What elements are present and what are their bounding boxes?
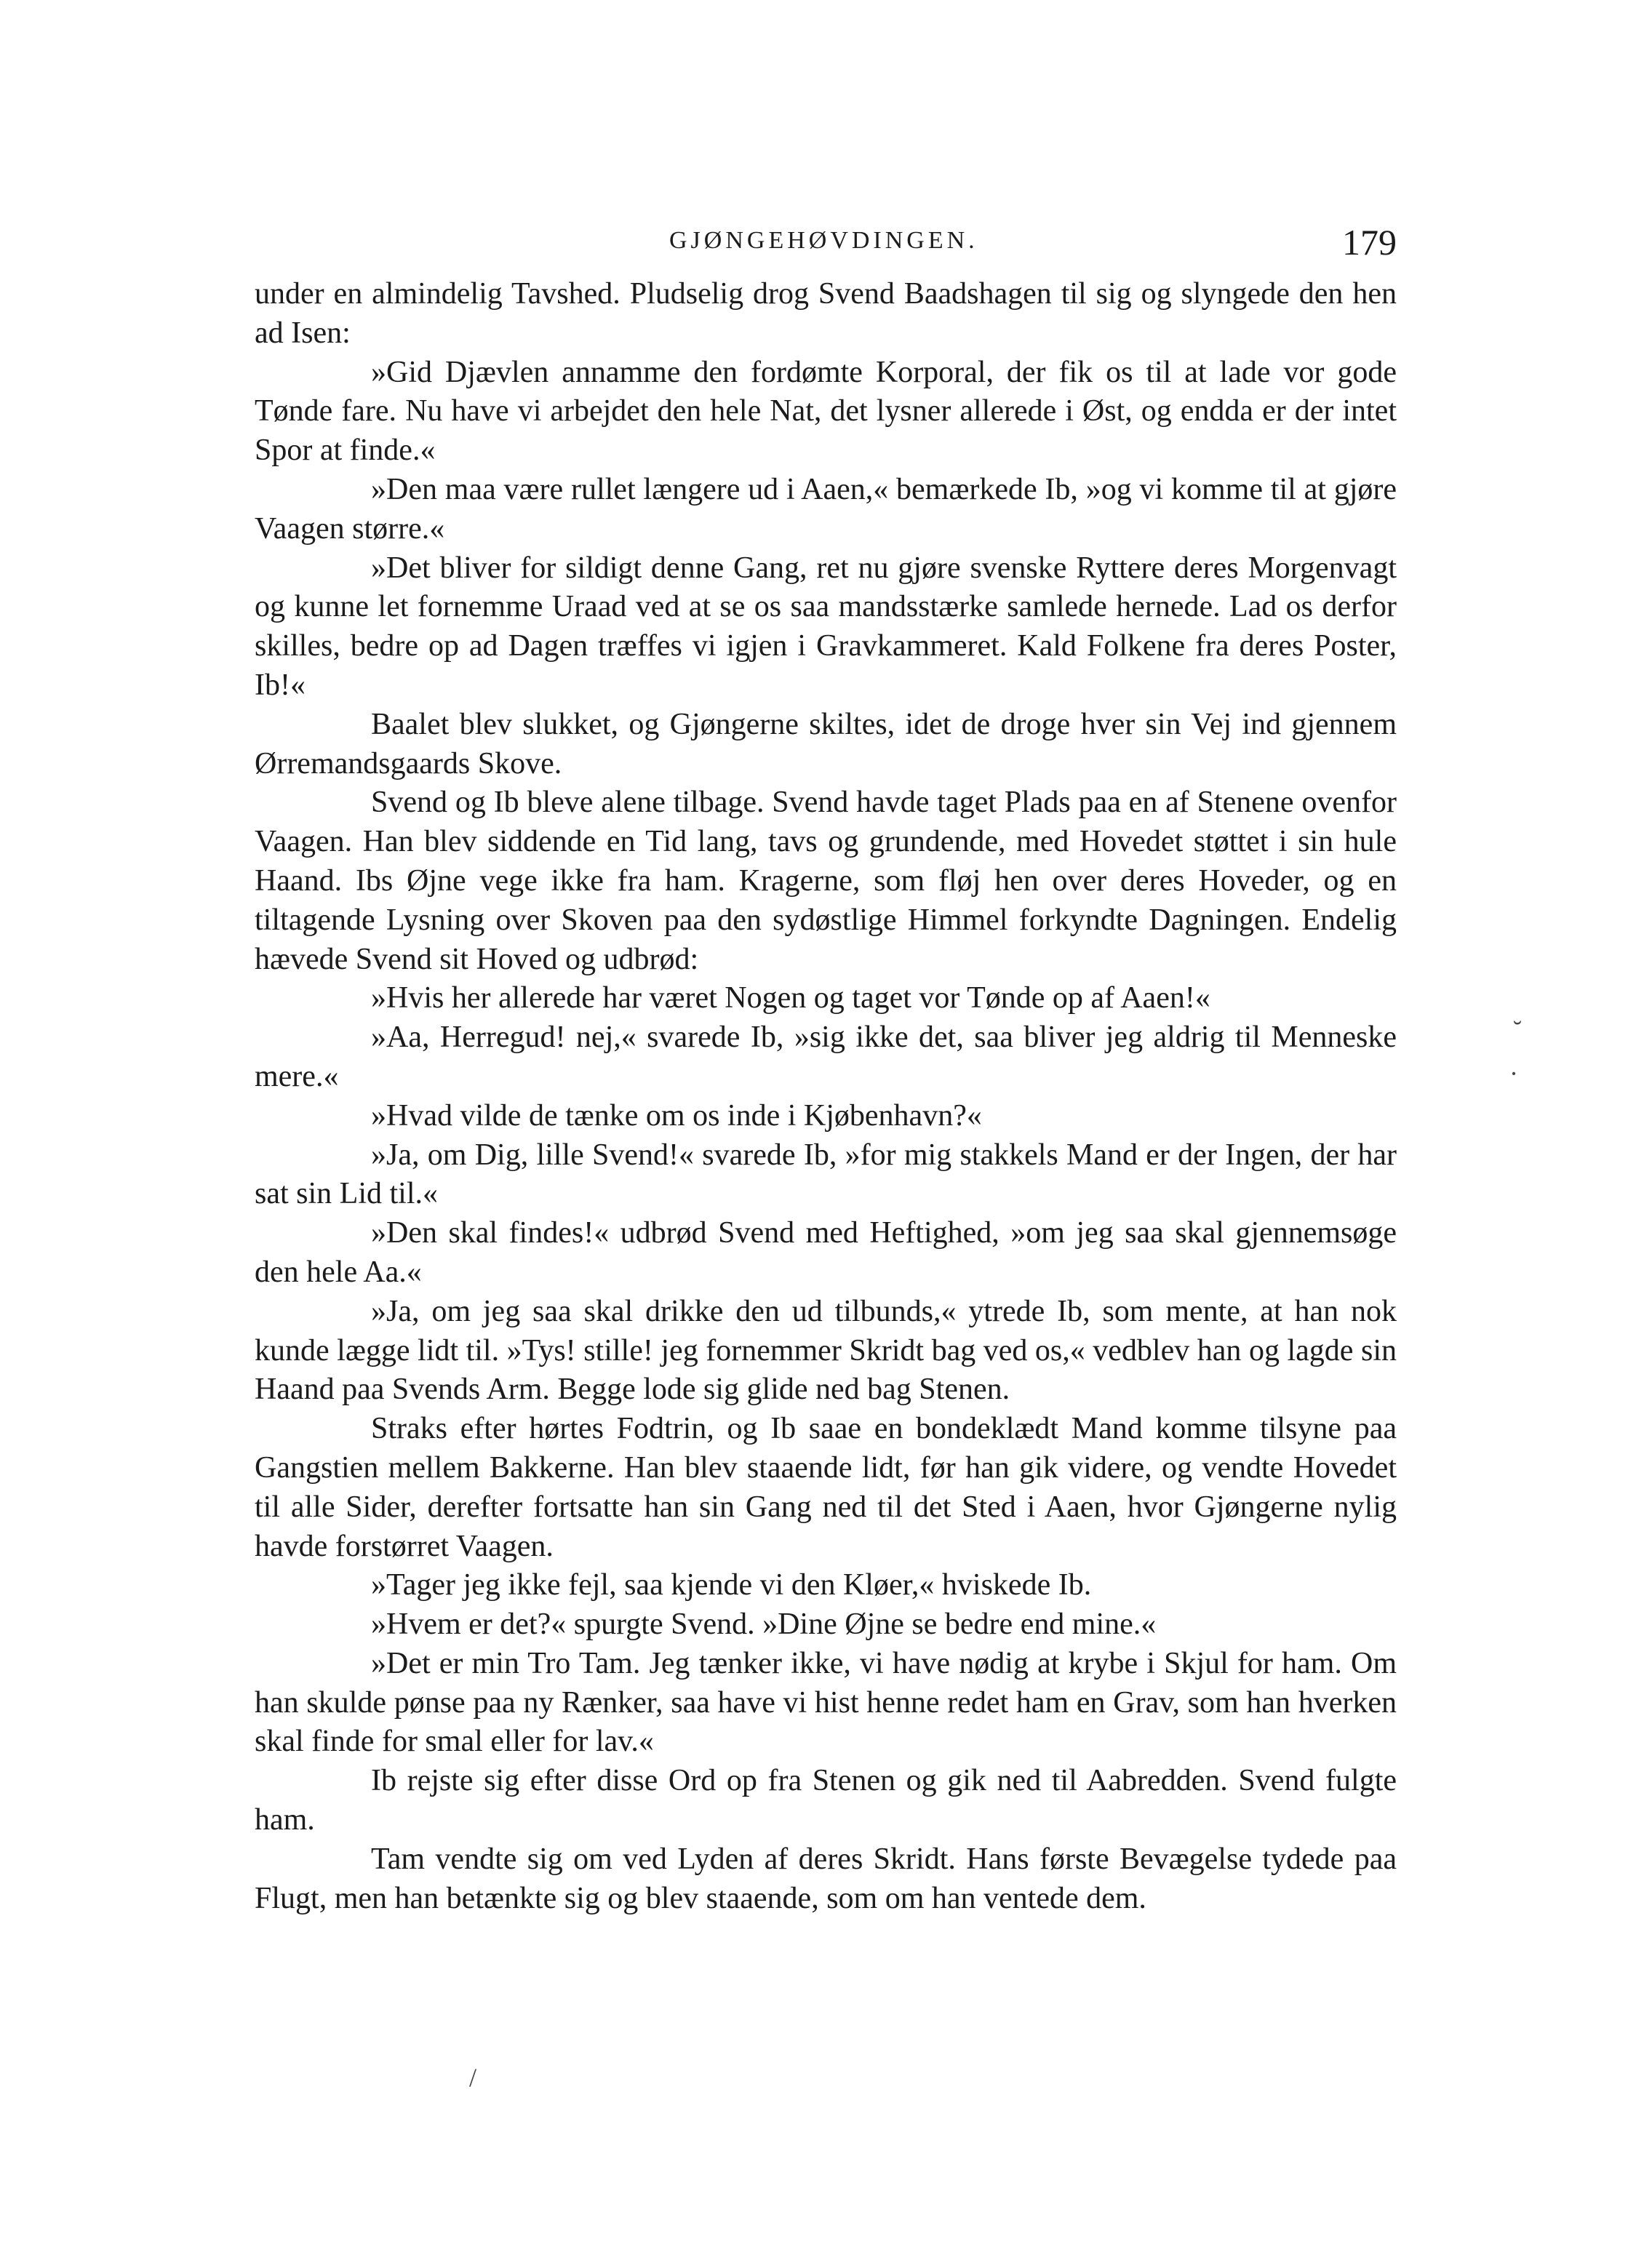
paragraph: »Det bliver for sildigt denne Gang, ret nu gjøre svenske Ryttere deres Morgenvagt og kunne let fornemme Uraad ved at se os saa mandsstærke samlede hernede. Lad os derfor skilles, bedre op ad Dagen træffes vi igjen i Gravkammeret. Kald Folkene fra deres Poster, Ib!« bbox=[255, 551, 1397, 702]
paragraph: under en almindelig Tavshed. Pludselig drog Svend Baadshagen til sig og slyngede den hen ad Isen: bbox=[255, 277, 1397, 350]
paragraph: »Hvem er det?« spurgte Svend. »Dine Øjne se bedre end mine.« bbox=[371, 1608, 1157, 1642]
paragraph: »Det er min Tro Tam. Jeg tænker ikke, vi have nødig at krybe i Skjul for ham. Om han skulde pønse paa ny Rænker, saa have vi hist henne redet ham en Grav, som han hverken skal finde for smal eller for lav.« bbox=[255, 1646, 1397, 1759]
paragraph: »Ja, om Dig, lille Svend!« svarede Ib, »for mig stakkels Mand er der Ingen, der har sat sin Lid til.« bbox=[255, 1138, 1397, 1211]
paragraph: »Tager jeg ikke fejl, saa kjende vi den Kløer,« hviskede Ib. bbox=[371, 1568, 1092, 1602]
paragraph: »Ja, om jeg saa skal drikke den ud tilbunds,« ytrede Ib, som mente, at han nok kunde lægge lidt til. »Tys! stille! jeg fornemmer Skridt bag ved os,« vedblev han og lagde sin Haand paa Svends Arm. Begge lode sig glide ned bag Stenen. bbox=[255, 1294, 1397, 1407]
paragraph: »Hvad vilde de tænke om os inde i Kjøbenhavn?« bbox=[371, 1098, 982, 1133]
stray-mark: / bbox=[469, 2063, 477, 2092]
paragraph: »Den skal findes!« udbrød Svend med Heftighed, »om jeg saa skal gjennemsøge den hele Aa.« bbox=[255, 1216, 1397, 1289]
page-number: 179 bbox=[1342, 222, 1397, 263]
paragraph: »Hvis her allerede har været Nogen og taget vor Tønde op af Aaen!« bbox=[371, 981, 1210, 1015]
paragraph: Ib rejste sig efter disse Ord op fra Stenen og gik ned til Aabredden. Svend fulgte ham. bbox=[255, 1764, 1397, 1837]
running-title: GJØNGEHØVDINGEN. bbox=[669, 227, 978, 254]
paragraph: Tam vendte sig om ved Lyden af deres Skridt. Hans første Bevægelse tydede paa Flugt, men han betænkte sig og blev staaende, som om han ventede dem. bbox=[255, 1842, 1397, 1915]
body-text bbox=[255, 275, 1397, 1918]
paragraph: Straks efter hørtes Fodtrin, og Ib saae en bondeklædt Mand komme tilsyne paa Gangstien mellem Bakkerne. Han blev staaende lidt, før han gik videre, og vendte Hovedet til alle Sider, derefter fortsatte han sin Gang ned til det Sted i Aaen, hvor Gjøngerne nylig havde forstørret Vaagen. bbox=[255, 1412, 1397, 1563]
paragraph: Svend og Ib bleve alene tilbage. Svend havde taget Plads paa en af Stenene ovenfor Vaagen. Han blev siddende en Tid lang, tavs og grundende, med Hovedet støttet i sin hule Haand. Ibs Øjne vege ikke fra ham. Kragerne, som fløj hen over deres Hoveder, og en tiltagende Lysning over Skoven paa den sydøstlige Himmel forkyndte Dagningen. Endelig hævede Svend sit Hoved og udbrød: bbox=[255, 786, 1397, 976]
page-header bbox=[255, 218, 1397, 262]
paragraph: »Den maa være rullet længere ud i Aaen,« bemærkede Ib, »og vi komme til at gjøre Vaagen større.« bbox=[255, 472, 1397, 546]
paragraph: Baalet blev slukket, og Gjøngerne skiltes, idet de droge hver sin Vej ind gjennem Ørremandsgaards Skove. bbox=[255, 707, 1397, 780]
stray-mark: ˘ bbox=[1513, 1015, 1522, 1045]
paragraph: »Aa, Herregud! nej,« svarede Ib, »sig ikke det, saa bliver jeg aldrig til Menneske mere.« bbox=[255, 1021, 1397, 1093]
paragraph: »Gid Djævlen annamme den fordømte Korporal, der fik os til at lade vor gode Tønde fare. Nu have vi arbejdet den hele Nat, det lysner allerede i Øst, og endda er der intet Spor at finde.« bbox=[255, 355, 1397, 468]
stray-mark: · bbox=[1509, 1059, 1518, 1088]
